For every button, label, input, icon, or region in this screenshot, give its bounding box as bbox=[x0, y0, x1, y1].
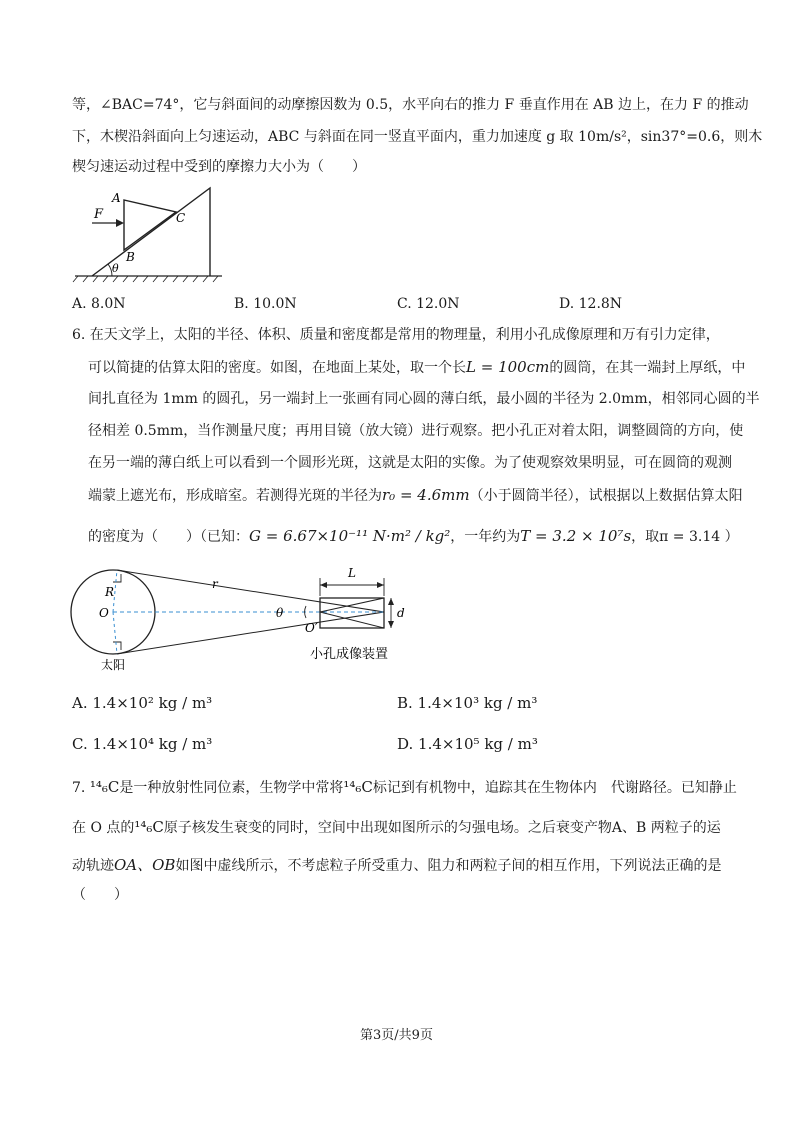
q5-text-line-1: 等，∠BAC=74°，它与斜面间的动摩擦因数为 0.5，水平向右的推力 F 垂直作用在 AB 边上，在力 F 的推动 bbox=[72, 97, 749, 113]
sun-center-label: O bbox=[99, 606, 109, 620]
q6-text-line-3: 间扎直径为 1mm 的圆孔，另一端封上一张画有同心圆的薄白纸，最小圆的半径为 2.0mm，相邻同心圆的半 bbox=[88, 391, 760, 407]
sun-radius-label: R bbox=[105, 585, 115, 599]
q6-text-line-2: 可以简捷的估算太阳的密度。如图，在地面上某处，取一个长L = 100cm的圆筒，在其一端封上厚纸，中 bbox=[88, 358, 746, 376]
carbon-14-isotope: ¹⁴₆C bbox=[89, 778, 120, 796]
q5-text-line-2: 下，木楔沿斜面向上匀速运动，ABC 与斜面在同一竖直平面内，重力加速度 g 取 10m/s²，sin37°=0.6，则木 bbox=[72, 129, 763, 145]
gravitational-constant-formula: G = 6.67×10⁻¹¹ N·m² / kg² bbox=[249, 527, 451, 545]
q7-text-line-2: 在 O 点的¹⁴₆C原子核发生衰变的同时，空间中出现如图所示的匀强电场。之后衰变产物A、B 两粒子的运 bbox=[72, 818, 721, 836]
q7-text-line-1: 7. ¹⁴₆C是一种放射性同位素，生物学中常将¹⁴₆C标记到有机物中，追踪其在生物体内 代谢路径。已知静止 bbox=[72, 778, 737, 796]
year-period-formula: T = 3.2 × 10⁷s bbox=[520, 527, 632, 545]
tube-length-label: L bbox=[348, 566, 356, 580]
trajectory-label: OA、OB bbox=[114, 856, 176, 874]
q5-option-d[interactable]: D. 12.8N bbox=[559, 296, 623, 312]
q6-text-line-5: 在另一端的薄白纸上可以看到一个圆形光斑，这就是太阳的实像。为了使观察效果明显，可在圆筒的观测 bbox=[88, 455, 732, 471]
q7-text-line-4: （ ） bbox=[72, 887, 128, 903]
point-c-label: C bbox=[176, 211, 186, 225]
q6-text-line-6: 端蒙上遮光布，形成暗室。若测得光斑的半径为r₀ = 4.6mm（小于圆筒半径），试根据以上数据估算太阳 bbox=[88, 486, 743, 504]
device-caption: 小孔成像装置 bbox=[310, 647, 389, 662]
q6-option-b[interactable]: B. 1.4×10³ kg / m³ bbox=[397, 694, 538, 712]
point-a-label: A bbox=[112, 191, 121, 205]
q6-text-line-7: 的密度为（ ）（已知：G = 6.67×10⁻¹¹ N·m² / kg²，一年约为T = 3.2 × 10⁷s，取π = 3.14 ） bbox=[88, 527, 739, 545]
q5-option-b[interactable]: B. 10.0N bbox=[234, 296, 297, 312]
q5-option-c[interactable]: C. 12.0N bbox=[397, 296, 460, 312]
spot-radius-formula: r₀ = 4.6mm bbox=[382, 486, 470, 504]
q5-wedge-figure bbox=[72, 180, 232, 285]
q6-pinhole-figure bbox=[66, 560, 416, 675]
carbon-14-isotope: ¹⁴₆C bbox=[134, 818, 164, 836]
q6-option-d[interactable]: D. 1.4×10⁵ kg / m³ bbox=[397, 735, 538, 753]
q6-option-a[interactable]: A. 1.4×10² kg / m³ bbox=[72, 694, 213, 712]
q5-option-a[interactable]: A. 8.0N bbox=[72, 296, 126, 312]
distance-r-label: r bbox=[212, 577, 218, 591]
sun-caption: 太阳 bbox=[101, 658, 126, 672]
q6-text-line-1: 6. 在天文学上，太阳的半径、体积、质量和密度都是常用的物理量，利用小孔成像原理和万有引力定律， bbox=[72, 327, 720, 343]
point-b-label: B bbox=[126, 250, 135, 264]
q7-text-line-3: 动轨迹OA、OB如图中虚线所示，不考虑粒子所受重力、阻力和两粒子间的相互作用，下列说法正确的是 bbox=[72, 856, 722, 874]
diameter-d-label: d bbox=[397, 606, 405, 620]
tube-length-formula: L = 100cm bbox=[466, 358, 550, 376]
carbon-14-isotope: ¹⁴₆C bbox=[343, 778, 373, 796]
angle-theta-label: θ bbox=[112, 262, 119, 275]
q6-option-c[interactable]: C. 1.4×10⁴ kg / m³ bbox=[72, 735, 213, 753]
pinhole-label: O′ bbox=[305, 621, 318, 635]
angle-theta-label: θ bbox=[276, 606, 284, 620]
q5-text-line-3: 楔匀速运动过程中受到的摩擦力大小为（ ） bbox=[72, 159, 366, 175]
q6-text-line-4: 径相差 0.5mm，当作测量尺度；再用目镜（放大镜）进行观察。把小孔正对着太阳，调整圆筒的方向，使 bbox=[88, 423, 744, 439]
page-footer: 第3页/共9页 bbox=[360, 1028, 433, 1043]
force-f-label: F bbox=[94, 207, 104, 222]
